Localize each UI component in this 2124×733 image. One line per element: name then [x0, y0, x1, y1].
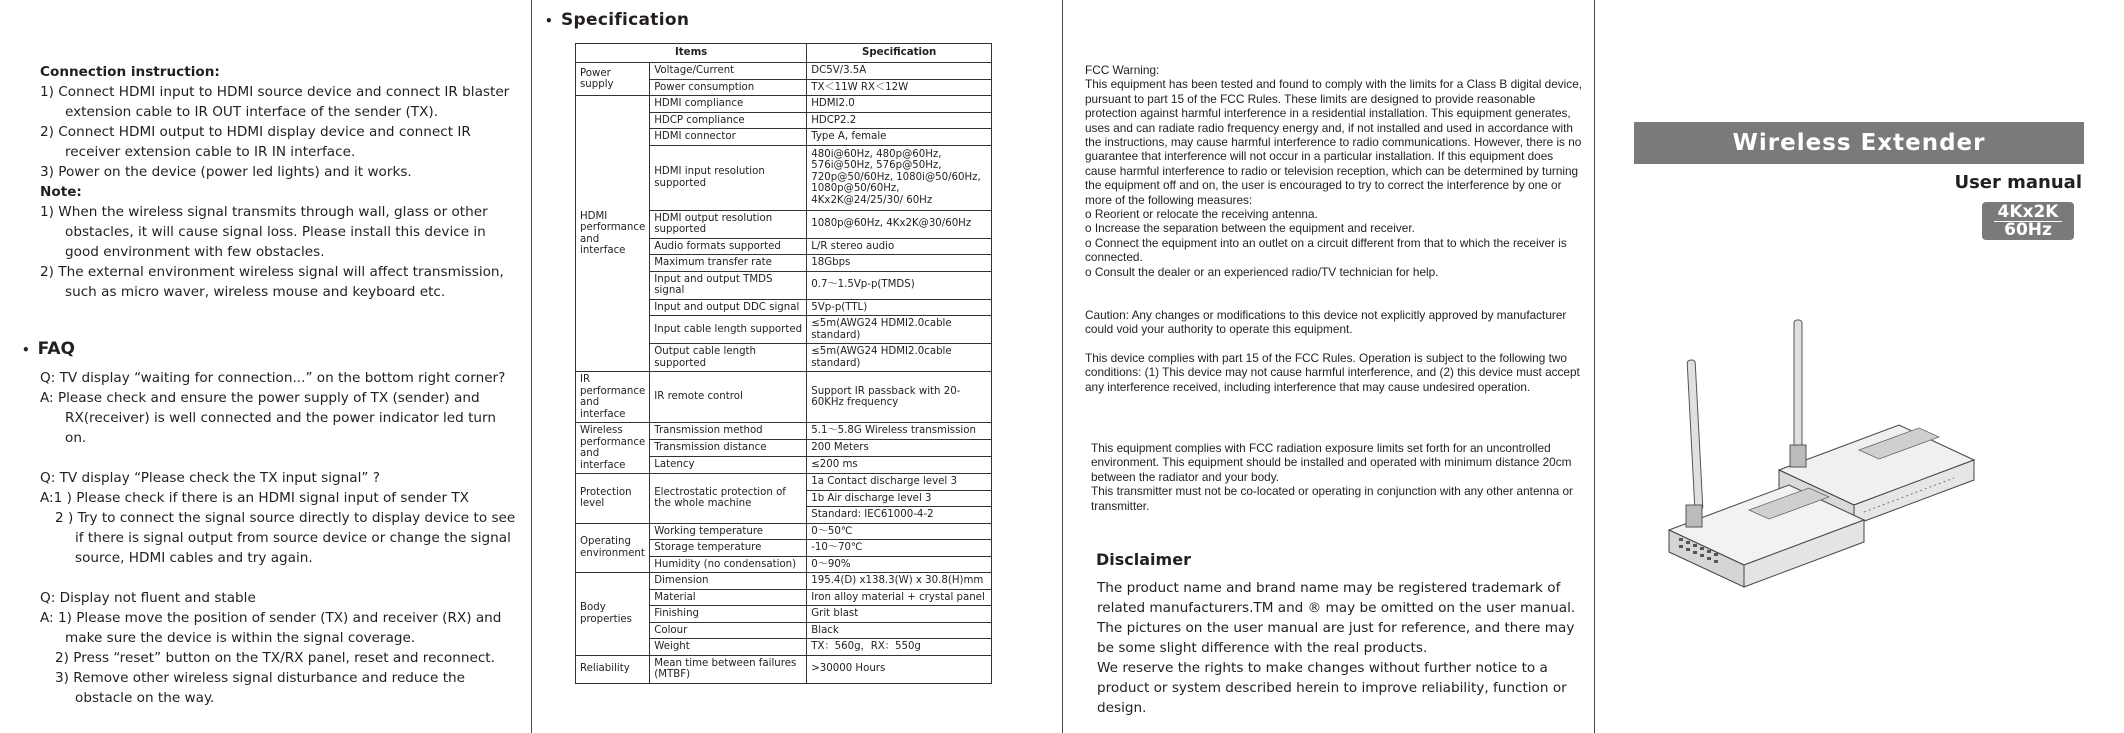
spec-item: Transmission distance: [650, 440, 807, 457]
spec-item: Audio formats supported: [650, 238, 807, 255]
disclaimer-text: The product name and brand name may be registered trademark of related manufacturers.TM and ® may be omitted on the user manual. The pictures on the user manual are just for reference, and there may be some slight difference with the real products. We reserve the rights to make changes without further notice to a product or system described herein to improve reliability, function or design.: [1097, 580, 1576, 716]
note-item: 1) When the wireless signal transmits through wall, glass or other obstacles, it will cause signal loss. Please install this device in good environment with few obstacles.: [40, 204, 488, 260]
spec-value: ≤5m(AWG24 HDMI2.0cable standard): [807, 316, 992, 344]
fcc-warning: FCC Warning: This equipment has been tested and found to comply with the limits for a Class B digital device, pursuant to part 15 of the FCC Rules. These limits are designed to provide reasonable protection against harmful interference in a residential installation. This equipment generates, uses and can radiate radio frequency energy and, if not installed and used in accordance with the instructions, may cause harmful interference to radio communications. However, there is no guarantee that interference will not occur in a particular installation. If this equipment does cause harmful interference to radio or television reception, which can be determined by turning the equipment off and on, the user is encouraged to try to correct the interference by one or more of the following measures: o Reorient or relocate the receiving antenna. o Increase the separation between the equipment and receiver. o Connect the equipment into an outlet on a circuit different from that to which the receiver is connected. o Consult the dealer or an experienced radio/TV technician for help.: [1085, 63, 1583, 279]
spec-value: DC5V/3.5A: [807, 63, 992, 80]
fcc-caution: Caution: Any changes or modifications to this device not explicitly approved by manufacturer could void your authority to operate this equipment.: [1085, 308, 1567, 337]
spec-value: 0～90%: [807, 556, 992, 573]
group-label: Wireless performance and interface: [576, 423, 650, 474]
spec-value: -10～70℃: [807, 540, 992, 557]
spec-value: Black: [807, 622, 992, 639]
spec-item: Latency: [650, 457, 807, 474]
spec-value: ≤5m(AWG24 HDMI2.0cable standard): [807, 344, 992, 372]
spec-item: Working temperature: [650, 523, 807, 540]
faq-answer: 2) Press “reset” button on the TX/RX panel, reset and reconnect.: [55, 650, 495, 666]
col-header: Items: [576, 44, 807, 63]
spec-item: Transmission method: [650, 423, 807, 440]
spec-item: Dimension: [650, 573, 807, 590]
spec-item: Maximum transfer rate: [650, 255, 807, 272]
spec-value: 1b Air discharge level 3: [807, 490, 992, 507]
spec-value: 5.1～5.8G Wireless transmission: [807, 423, 992, 440]
spec-value: 1080p@60Hz, 4Kx2K@30/60Hz: [807, 210, 992, 238]
note-title: Note:: [40, 184, 82, 200]
fcc-panel: [1062, 0, 1594, 733]
specification-panel: [531, 0, 1062, 733]
cover-panel: [1594, 0, 2124, 733]
spec-value: HDCP2.2: [807, 112, 992, 129]
spec-value: L/R stereo audio: [807, 238, 992, 255]
connection-title: Connection instruction:: [40, 64, 220, 80]
spec-value: Type A, female: [807, 129, 992, 146]
col-header: Specification: [807, 44, 992, 63]
spec-item: Finishing: [650, 606, 807, 623]
fcc-radiation: This equipment complies with FCC radiation exposure limits set forth for an uncontrolled environment. This equipment should be installed and operated with minimum distance 20cm between the radiator and your body. This transmitter must not be co-located or operating in conjunction with any other antenna or transmitter.: [1091, 441, 1573, 513]
group-label: Protection level: [576, 474, 650, 524]
spec-value: 200 Meters: [807, 440, 992, 457]
spec-value: Support IR passback with 20-60KHz frequency: [807, 372, 992, 423]
spec-item: HDMI connector: [650, 129, 807, 146]
badge-refresh: 60Hz: [2004, 220, 2052, 240]
resolution-badge: [1982, 202, 2074, 240]
group-label: Operating environment: [576, 523, 650, 573]
spec-item: Power consumption: [650, 79, 807, 96]
spec-value: 195.4(D) x138.3(W) x 30.8(H)mm: [807, 573, 992, 590]
spec-title: • Specification: [545, 10, 690, 30]
spec-item: HDCP compliance: [650, 112, 807, 129]
spec-value: 0.7～1.5Vp-p(TMDS): [807, 271, 992, 299]
product-image: [1654, 300, 2014, 600]
spec-item: Colour: [650, 622, 807, 639]
spec-item: Mean time between failures (MTBF): [650, 655, 807, 683]
bullet-icon: •: [22, 343, 30, 357]
faq-title: • FAQ: [22, 339, 75, 359]
spec-item: Input cable length supported: [650, 316, 807, 344]
faq-answer: A:1 ) Please check if there is an HDMI signal input of sender TX: [40, 490, 469, 506]
spec-item: Voltage/Current: [650, 63, 807, 80]
spec-item: IR remote control: [650, 372, 807, 423]
faq-answer: A: 1) Please move the position of sender (TX) and receiver (RX) and make sure the device is within the signal coverage.: [40, 610, 502, 646]
badge-resolution: 4Kx2K: [1994, 204, 2063, 222]
disclaimer-title: Disclaimer: [1096, 550, 1191, 569]
spec-value: 18Gbps: [807, 255, 992, 272]
spec-value: HDMI2.0: [807, 96, 992, 113]
spec-item: Storage temperature: [650, 540, 807, 557]
spec-item: HDMI output resolution supported: [650, 210, 807, 238]
bullet-icon: •: [545, 14, 553, 28]
faq-question: Q: TV display “Please check the TX input signal” ?: [40, 470, 380, 486]
fcc-compliance: This device complies with part 15 of the FCC Rules. Operation is subject to the following two conditions: (1) This device may not cause harmful interference, and (2) this device must accept any interference received, including interference that may cause undesired operation.: [1085, 351, 1580, 394]
spec-value: Iron alloy material + crystal panel: [807, 589, 992, 606]
manual-subtitle: User manual: [1954, 172, 2082, 193]
spec-value: ≤200 ms: [807, 457, 992, 474]
connection-step: 1) Connect HDMI input to HDMI source device and connect IR blaster extension cable to IR OUT interface of the sender (TX).: [40, 84, 510, 120]
group-label: HDMI performance and interface: [576, 96, 650, 372]
spec-item: HDMI compliance: [650, 96, 807, 113]
spec-item: Weight: [650, 639, 807, 656]
connection-section: [40, 62, 520, 302]
spec-value: 5Vp-p(TTL): [807, 299, 992, 316]
spec-value: 480i@60Hz, 480p@60Hz, 576i@50Hz, 576p@50Hz, 720p@50/60Hz, 1080i@50/60Hz, 1080p@50/60Hz, 4Kx2K@24/25/30/ 60Hz: [807, 145, 992, 210]
spec-item: Output cable length supported: [650, 344, 807, 372]
spec-item: Humidity (no condensation): [650, 556, 807, 573]
spec-item: HDMI input resolution supported: [650, 145, 807, 210]
faq-answer: 2 ) Try to connect the signal source directly to display device to see if there is signal output from source device or change the signal source, HDMI cables and try again.: [55, 510, 516, 566]
spec-item: Electrostatic protection of the whole machine: [650, 474, 807, 524]
group-label: IR performance and interface: [576, 372, 650, 423]
faq-question: Q: Display not fluent and stable: [40, 590, 256, 606]
spec-item: Input and output TMDS signal: [650, 271, 807, 299]
group-label: Body properties: [576, 573, 650, 656]
spec-value: TX＜11W RX＜12W: [807, 79, 992, 96]
faq-section: [40, 368, 520, 708]
connection-step: 3) Power on the device (power led lights) and it works.: [40, 164, 412, 180]
spec-value: 0～50℃: [807, 523, 992, 540]
group-label: Power supply: [576, 63, 650, 96]
spec-value: Grit blast: [807, 606, 992, 623]
product-banner: Wireless Extender: [1634, 122, 2084, 164]
connection-step: 2) Connect HDMI output to HDMI display device and connect IR receiver extension cable to IR IN interface.: [40, 124, 471, 160]
spec-value: Standard: IEC61000-4-2: [807, 507, 992, 524]
spec-table: [575, 43, 992, 684]
spec-item: Input and output DDC signal: [650, 299, 807, 316]
note-item: 2) The external environment wireless signal will affect transmission, such as micro waver, wireless mouse and keyboard etc.: [40, 264, 504, 300]
spec-value: TX：560g，RX：550g: [807, 639, 992, 656]
faq-answer: A: Please check and ensure the power supply of TX (sender) and RX(receiver) is well connected and the power indicator led turn on.: [40, 390, 497, 446]
instructions-panel: [0, 0, 531, 733]
spec-value: 1a Contact discharge level 3: [807, 474, 992, 491]
spec-item: Material: [650, 589, 807, 606]
spec-value: >30000 Hours: [807, 655, 992, 683]
faq-answer: 3) Remove other wireless signal disturbance and reduce the obstacle on the way.: [55, 670, 466, 706]
faq-question: Q: TV display “waiting for connection...” on the bottom right corner?: [40, 370, 506, 386]
group-label: Reliability: [576, 655, 650, 683]
